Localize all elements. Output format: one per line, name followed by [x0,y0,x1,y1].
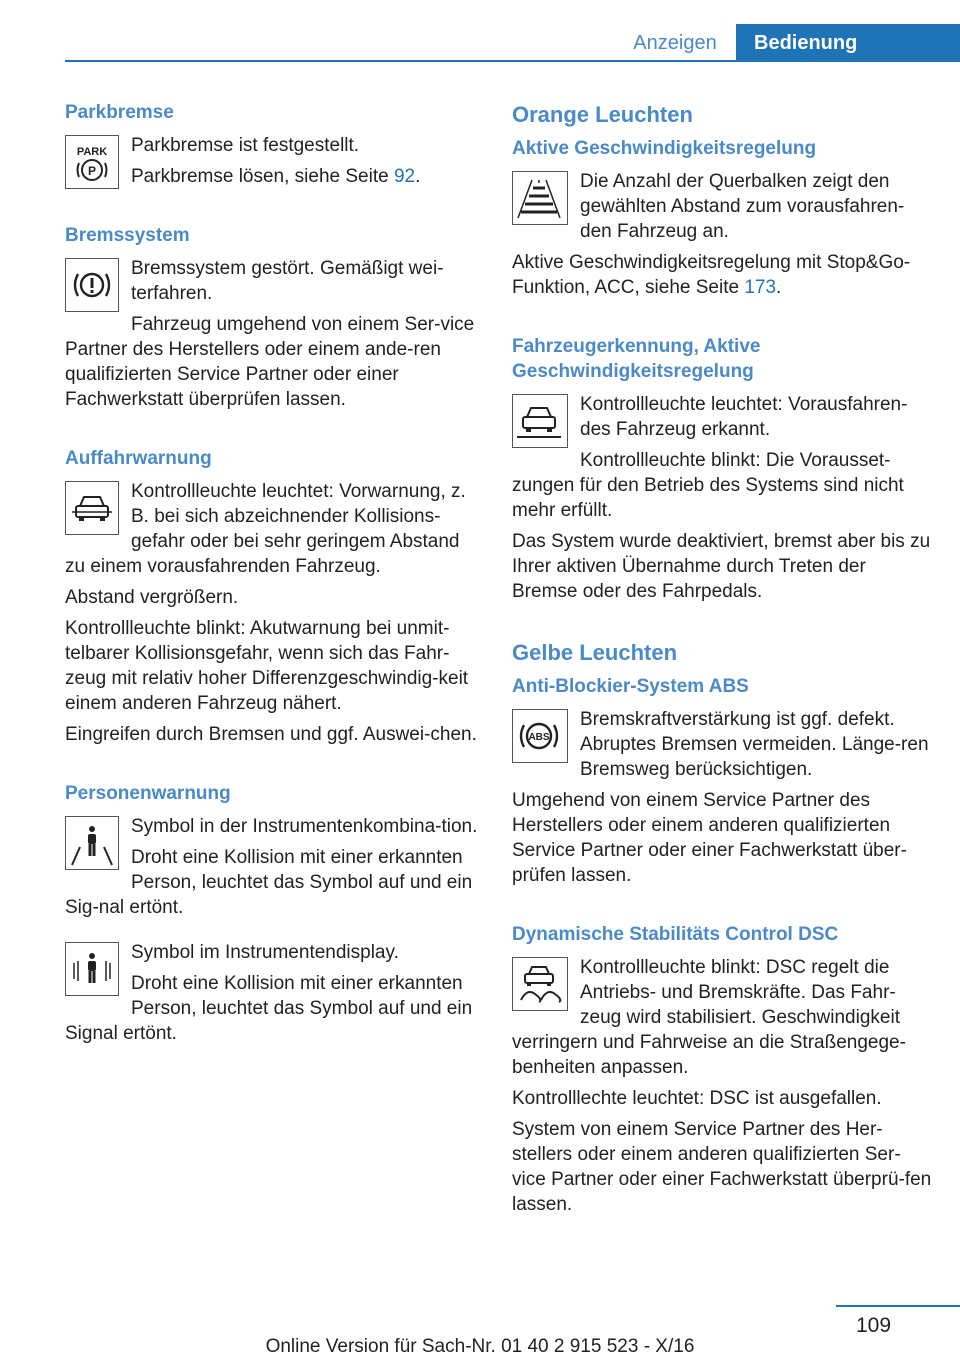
section-fahrzeugerkennung [512,334,932,610]
brems-text-2: Fahrzeug umgehend von einem Ser-vice Partner des Herstellers oder einem ande-ren qualifizierten Service Partner oder einer Fachwerkstatt überprüfen lassen. [65,314,475,410]
heading-acc: Aktive Geschwindigkeitsregelung [512,138,817,159]
section-parkbremse [65,100,481,195]
heading-bremssystem: Bremssystem [65,225,190,246]
park-icon-label: PARK [76,146,108,158]
dsc-text-3: System von einem Service Partner des Her-stellers oder einem anderen qualifizierten Ser-vice Partner oder einer Fachwerkstatt überprü-fen lassen. [512,1119,932,1215]
heading-dsc: Dynamische Stabilitäts Control DSC [512,924,839,945]
section-personenwarnung [65,781,481,1052]
fzerk-text-1: Kontrollleuchte leuchtet: Vorausfahren-des Fahrzeug erkannt. [580,394,908,440]
fzerk-text-3: Das System wurde deaktiviert, bremst aber bis zu Ihrer aktiven Übernahme durch Treten der Bremse oder des Fahrpedals. [512,531,931,602]
page-link-92[interactable]: 92 [393,166,416,187]
park-brake-icon [65,135,119,189]
heading-orange-leuchten: Orange Leuchten [512,102,693,127]
section-auffahrwarnung [65,446,481,753]
distance-bars-icon [512,171,568,225]
footer-rule [836,1305,960,1307]
fzerk-text-2: Kontrollleuchte blinkt: Die Vorausset-zungen für den Betrieb des Systems sind nicht mehr erfüllt. [512,450,904,521]
person-text-1: Symbol in der Instrumentenkombina-tion. [131,816,478,837]
svg-text:P: P [87,164,97,178]
tab-bedienung[interactable]: Bedienung [736,24,960,62]
heading-gelbe-leuchten: Gelbe Leuchten [512,640,678,665]
acc-text-2: Aktive Geschwindigkeitsregelung mit Stop&Go-Funktion, ACC, siehe Seite 173. [512,252,911,298]
header-rule [65,60,960,62]
dsc-text-2: Kontrolllechte leuchtet: DSC ist ausgefallen. [512,1088,882,1109]
brake-warning-icon [65,258,119,312]
person-text-2: Droht eine Kollision mit einer erkannten Person, leuchtet das Symbol auf und ein Sig-nal ertönt. [65,847,473,918]
park-text-2: Parkbremse lösen, siehe Seite 92. [131,166,421,187]
heading-abs: Anti-Blockier-System ABS [512,676,749,697]
auffahr-text-1: Kontrollleuchte leuchtet: Vorwarnung, z. B. bei sich abzeichnender Kollisions-gefahr oder bei sehr geringem Abstand zu einem vorausfahrenden Fahrzeug. [65,481,466,577]
vehicle-detected-icon [512,394,568,448]
dsc-skid-icon [512,957,568,1011]
person-text-3: Symbol im Instrumentendisplay. [131,942,399,963]
abs-text-1: Bremskraftverstärkung ist ggf. defekt. Abruptes Bremsen vermeiden. Länge-ren Bremsweg berücksichtigen. [580,709,929,780]
pedestrian-warning-icon [65,816,119,870]
auffahr-text-2: Abstand vergrößern. [65,587,239,608]
brems-text-1: Bremssystem gestört. Gemäßigt wei-terfahren. [131,258,444,304]
heading-parkbremse: Parkbremse [65,102,174,123]
auffahr-text-4: Eingreifen durch Bremsen und ggf. Auswei-chen. [65,724,477,745]
heading-auffahrwarnung: Auffahrwarnung [65,448,212,469]
section-abs [512,674,932,894]
section-acc [512,136,932,306]
page-number: 109 [856,1314,892,1337]
auffahr-text-3: Kontrollleuchte blinkt: Akutwarnung bei unmit-telbarer Kollisionsgefahr, wenn sich das Fahr-zeug mit relativ hoher Differenzgeschwindig-keit einem anderen Fahrzeug nähert. [65,618,469,714]
right-column [512,100,932,1251]
page-link-173[interactable]: 173 [744,277,777,298]
dsc-text-1: Kontrollleuchte blinkt: DSC regelt die Antriebs- und Bremskräfte. Das Fahr-zeug wird stabilisiert. Geschwindigkeit verringern und Fahrweise an die Straßengege-benheiten anpassen. [512,957,906,1078]
left-column [65,100,481,1080]
park-text-1: Parkbremse ist festgestellt. [131,135,360,156]
abs-icon-label: ABS [528,732,550,743]
section-bremssystem [65,223,481,418]
footer-version: Online Version für Sach-Nr. 01 40 2 915 523 - X/16 [265,1336,695,1357]
section-dsc [512,922,932,1223]
tab-anzeigen[interactable]: Anzeigen [633,32,717,54]
heading-personenwarnung: Personenwarnung [65,783,231,804]
pedestrian-display-icon [65,942,119,996]
abs-text-2: Umgehend von einem Service Partner des Herstellers oder einem anderen qualifizierten Service Partner oder einer Fachwerkstatt über-prüfen lassen. [512,790,907,886]
car-warning-icon [65,481,119,535]
acc-text-1: Die Anzahl der Querbalken zeigt den gewählten Abstand zum vorausfahren-den Fahrzeug an. [580,171,905,242]
person-text-4: Droht eine Kollision mit einer erkannten Person, leuchtet das Symbol auf und ein Signal ertönt. [65,973,473,1044]
heading-fahrzeugerkennung: Fahrzeugerkennung, Aktive Geschwindigkeitsregelung [512,336,761,382]
abs-icon [512,709,568,763]
